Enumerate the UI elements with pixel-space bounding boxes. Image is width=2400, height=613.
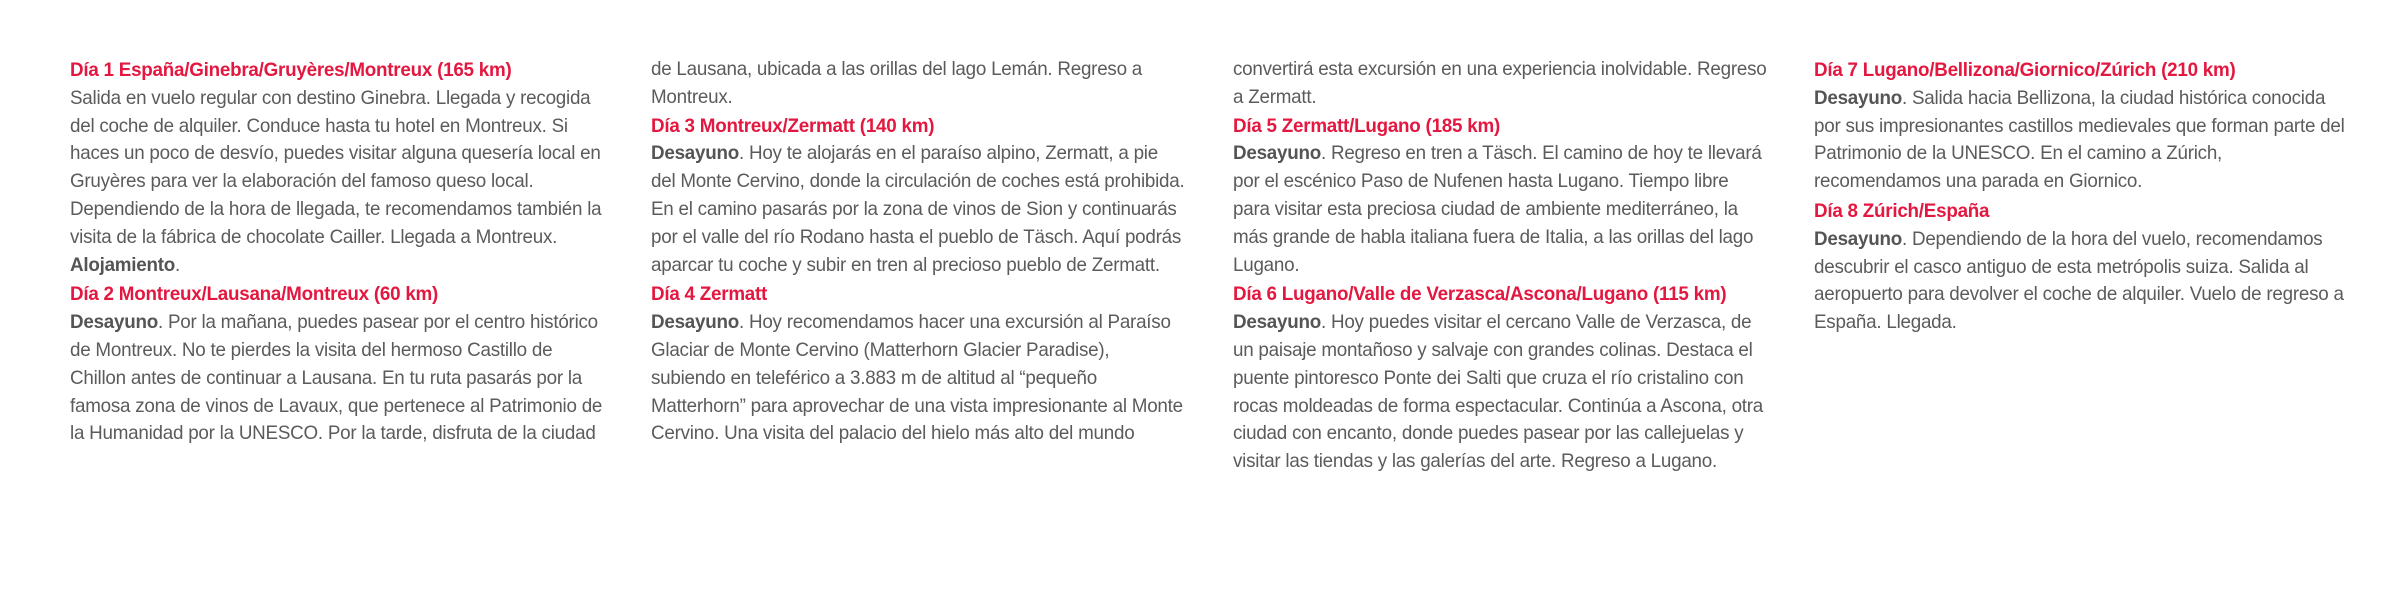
day-7 — [1753, 56, 2289, 196]
day-1-body — [70, 85, 606, 280]
day-6-body — [1192, 309, 1728, 476]
day-1-accommodation: Alojamiento — [70, 253, 176, 276]
day-5-body — [1192, 140, 1728, 279]
day-1-text: Salida en vuelo regular con destino Ginebra. Llegada y recogida del coche de alquiler. Conduce hasta tu hotel en Montreux. Si haces un poco de desvío, puedes visitar alguna quesería local en Gruyères para ver la elaboración del famoso queso local. Dependiendo de la hora de llegada, te recomendamos también la visita de la fábrica de chocolate Cailler. Llegada a Montreux. — [70, 86, 602, 248]
day-6 — [1192, 280, 1728, 476]
day-2-text: . Por la mañana, puedes pasear por el centro histórico de Montreux. No te pierdes la visita del hermoso Castillo de Chillon antes de continuar a Lausana. En tu ruta pasarás por la famosa zona de vinos de Lavaux, que pertenece al Patrimonio de la Humanidad por la UNESCO. Por la tarde, disfruta de la ciudad de Lausana, ubicada a las orillas del lago Lemán. Regreso a Montreux. — [70, 58, 1122, 445]
day-3-breakfast: Desayuno — [630, 142, 719, 165]
day-1-end: . — [175, 253, 181, 276]
day-4-text: . Hoy recomendamos hacer una excursión al Paraíso Glaciar de Monte Cervino (Matterhorn Glacier Paradise), subiendo en teleférico a 3.883 m de altitud al “pequeño Matterhorn” para aprovechar de una vista impresionante al Monte Cervino. Una visita del palacio del hielo más alto del mundo convertirá esta excursión en una experiencia inolvidable. Regreso a Zermatt. — [630, 58, 1726, 445]
day-7-title: Día 7 Lugano/Bellizona/Giornico/Zúrich (210 km) — [1752, 59, 2175, 81]
day-4-breakfast: Desayuno — [630, 311, 719, 334]
day-6-title: Día 6 Lugano/Valle de Verzasca/Ascona/Lugano (115 km) — [1191, 283, 1686, 306]
day-7-body — [1753, 85, 2289, 196]
day-7-text: . Salida hacia Bellizona, la ciudad histórica conocida por sus impresionantes castillos medievales que forman parte del Patrimonio de la UNESCO. En el camino a Zúrich, recomendamos una parada en Giornico. — [1752, 86, 2284, 193]
day-8-breakfast: Desayuno — [1752, 227, 1841, 250]
day-6-text: . Hoy puedes visitar el cercano Valle de Verzasca, de un paisaje montañoso y salvaje con grandes colinas. Destaca el puente pintoresco Ponte dei Salti que cruza el río cristalino con rocas moldeadas de forma espectacular. Continúa a Ascona, otra ciudad con encanto, donde puedes pasear por las callejuelas y visitar las tiendas y las galerías del arte. Regreso a Lugano. — [1191, 311, 1722, 473]
day-6-breakfast: Desayuno — [1191, 311, 1280, 334]
day-8-text: . Dependiendo de la hora del vuelo, recomendamos descubrir el casco antiguo de esta metrópolis suiza. Salida al aeropuerto para devolver el coche de alquiler. Vuelo de regreso a España. Llegada. — [1752, 227, 2283, 334]
day-1-title: Día 1 España/Ginebra/Gruyères/Montreux (165 km) — [70, 59, 512, 81]
day-8-body — [1753, 226, 2289, 337]
day-4-title: Día 4 Zermatt — [630, 283, 747, 306]
day-8-title: Día 8 Zúrich/España — [1752, 199, 1929, 222]
day-5 — [1192, 112, 1728, 280]
day-7-breakfast: Desayuno — [1752, 86, 1841, 109]
itinerary-columns — [70, 56, 2350, 476]
day-1 — [70, 56, 606, 279]
day-3-title: Día 3 Montreux/Zermatt (140 km) — [630, 114, 915, 137]
day-3 — [631, 112, 1167, 280]
itinerary-text — [70, 56, 2289, 476]
day-8 — [1753, 197, 2289, 337]
day-2-breakfast: Desayuno — [70, 311, 159, 334]
day-3-body — [631, 140, 1167, 279]
day-2-title: Día 2 Montreux/Lausana/Montreux (60 km) — [70, 283, 439, 306]
day-3-text: . Hoy te alojarás en el paraíso alpino, Zermatt, a pie del Monte Cervino, donde la circulación de coches está prohibida. En el camino pasarás por la zona de vinos de Sion y continuarás por el valle del río Rodano hasta el pueblo de Täsch. Aquí podrás aparcar tu coche y subir en tren al precioso pueblo de Zermatt. — [630, 142, 1165, 276]
day-5-text: . Regreso en tren a Täsch. El camino de hoy te llevará por el escénico Paso de Nufenen hasta Lugano. Tiempo libre para visitar esta preciosa ciudad de ambiente mediterráneo, la más grande de habla italiana fuera de Italia, a las orillas del lago Lugano. — [1191, 142, 1721, 276]
day-5-title: Día 5 Zermatt/Lugano (185 km) — [1191, 114, 1459, 137]
day-5-breakfast: Desayuno — [1191, 142, 1280, 165]
